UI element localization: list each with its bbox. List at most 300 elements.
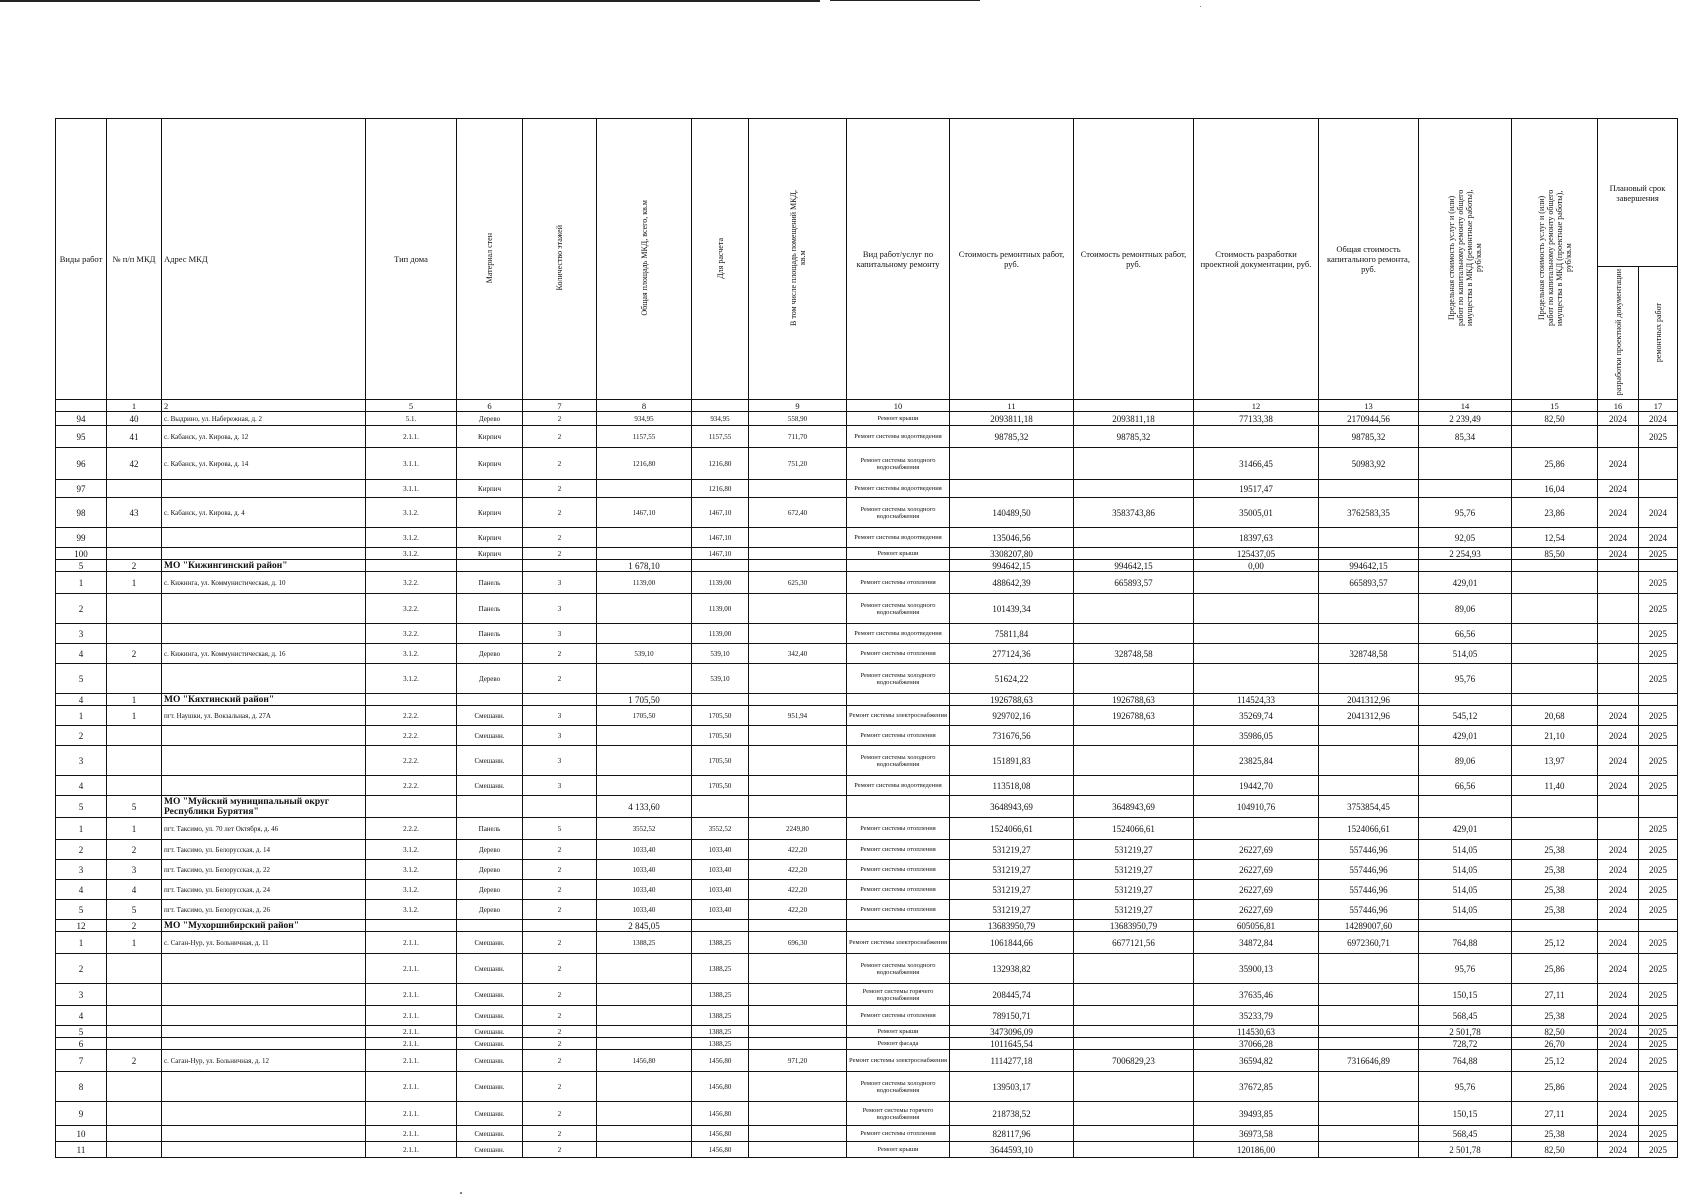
table-row xyxy=(56,776,1678,796)
floors: 2 xyxy=(523,448,597,480)
deadline-repair: 2025 xyxy=(1639,1006,1678,1026)
total-area xyxy=(597,1142,692,1158)
work-type-number: 98 xyxy=(56,498,107,528)
group-row xyxy=(56,796,1678,818)
design-cost: 35269,74 xyxy=(1194,706,1319,726)
repair-program-table xyxy=(55,118,1678,1158)
premises-area xyxy=(749,548,847,560)
work-type-number: 12 xyxy=(56,920,107,932)
work-kind: Ремонт системы холодного водоснабжения xyxy=(847,1072,950,1102)
table-row xyxy=(56,1126,1678,1142)
column-number: 1 xyxy=(107,400,162,412)
premises-area xyxy=(749,954,847,984)
deadline-repair: 2025 xyxy=(1639,1126,1678,1142)
repair-cost: 139503,17 xyxy=(950,1072,1074,1102)
mkd-number: 1 xyxy=(107,694,162,706)
house-type: 2.1.1. xyxy=(366,1050,457,1072)
limit-cost-repair: 514,05 xyxy=(1419,840,1512,860)
calc-area: 1388,25 xyxy=(692,1006,749,1026)
floors: 3 xyxy=(523,572,597,594)
limit-cost-design: 21,10 xyxy=(1512,726,1598,746)
column-number: 17 xyxy=(1639,400,1678,412)
address: пгт. Таксимо, ул. Белорусская, д. 14 xyxy=(162,840,366,860)
total-cost: 50983,92 xyxy=(1319,448,1419,480)
mkd-number xyxy=(107,594,162,624)
design-cost: 0,00 xyxy=(1194,560,1319,572)
premises-area xyxy=(749,796,847,818)
total-area: 1033,40 xyxy=(597,880,692,900)
work-type-number: 6 xyxy=(56,1038,107,1050)
limit-cost-design xyxy=(1512,664,1598,694)
work-kind: Ремонт системы холодного водоснабжения xyxy=(847,594,950,624)
wall-material: Смешанн. xyxy=(457,1038,523,1050)
repair-cost: 828117,96 xyxy=(950,1126,1074,1142)
total-cost xyxy=(1319,1026,1419,1038)
calc-area: 1456,80 xyxy=(692,1072,749,1102)
limit-cost-repair xyxy=(1419,448,1512,480)
work-kind: Ремонт системы холодного водоснабжения xyxy=(847,498,950,528)
limit-cost-repair: 514,05 xyxy=(1419,644,1512,664)
scan-speck xyxy=(1200,6,1201,7)
header-wall-material: Материал стен xyxy=(457,119,523,400)
limit-cost-design xyxy=(1512,572,1598,594)
address: с. Саган-Нур, ул. Больничная, д. 11 xyxy=(162,932,366,954)
column-number: 11 xyxy=(950,400,1074,412)
calc-area: 1139,00 xyxy=(692,624,749,644)
address xyxy=(162,1126,366,1142)
house-type xyxy=(366,694,457,706)
repair-cost: 531219,27 xyxy=(950,840,1074,860)
design-cost: 19517,47 xyxy=(1194,480,1319,498)
work-kind: Ремонт крыши xyxy=(847,1026,950,1038)
wall-material: Смешанн. xyxy=(457,746,523,776)
calc-area: 1216,80 xyxy=(692,448,749,480)
deadline-design: 2024 xyxy=(1598,1026,1639,1038)
calc-area xyxy=(692,920,749,932)
repair-cost-total: 665893,57 xyxy=(1074,572,1194,594)
work-kind xyxy=(847,796,950,818)
total-area xyxy=(597,1102,692,1126)
deadline-design: 2024 xyxy=(1598,746,1639,776)
address: пгт. Наушки, ул. Вокзальная, д. 27А xyxy=(162,706,366,726)
work-type-number: 2 xyxy=(56,840,107,860)
deadline-design: 2024 xyxy=(1598,448,1639,480)
limit-cost-repair xyxy=(1419,560,1512,572)
table-row xyxy=(56,624,1678,644)
floors: 2 xyxy=(523,900,597,920)
repair-cost xyxy=(950,480,1074,498)
calc-area: 1139,00 xyxy=(692,594,749,624)
limit-cost-repair: 514,05 xyxy=(1419,900,1512,920)
repair-cost: 140489,50 xyxy=(950,498,1074,528)
scan-edge-line xyxy=(0,0,820,2)
design-cost xyxy=(1194,624,1319,644)
column-number: 8 xyxy=(597,400,692,412)
mkd-number: 2 xyxy=(107,644,162,664)
limit-cost-repair: 514,05 xyxy=(1419,880,1512,900)
repair-cost: 3308207,80 xyxy=(950,548,1074,560)
column-number xyxy=(56,400,107,412)
deadline-design: 2024 xyxy=(1598,1038,1639,1050)
work-kind: Ремонт системы электроснабжения xyxy=(847,932,950,954)
column-number: 14 xyxy=(1419,400,1512,412)
repair-cost: 789150,71 xyxy=(950,1006,1074,1026)
deadline-design: 2024 xyxy=(1598,900,1639,920)
floors: 2 xyxy=(523,426,597,448)
mkd-number xyxy=(107,954,162,984)
work-type-number: 3 xyxy=(56,746,107,776)
repair-cost: 1524066,61 xyxy=(950,818,1074,840)
work-type-number: 1 xyxy=(56,572,107,594)
calc-area: 1456,80 xyxy=(692,1142,749,1158)
limit-cost-repair: 568,45 xyxy=(1419,1126,1512,1142)
header-total-area: Общая площадь МКД, всего, кв.м xyxy=(597,119,692,400)
wall-material: Смешанн. xyxy=(457,954,523,984)
table-row xyxy=(56,860,1678,880)
repair-cost-total xyxy=(1074,1038,1194,1050)
design-cost: 26227,69 xyxy=(1194,840,1319,860)
limit-cost-repair: 429,01 xyxy=(1419,572,1512,594)
total-area xyxy=(597,1026,692,1038)
repair-cost: 531219,27 xyxy=(950,880,1074,900)
house-type: 2.1.1. xyxy=(366,1038,457,1050)
header-deadline-design: разработки проектной документации xyxy=(1598,267,1639,400)
design-cost: 31466,45 xyxy=(1194,448,1319,480)
mkd-number xyxy=(107,984,162,1006)
work-kind: Ремонт системы электроснабжения xyxy=(847,1050,950,1072)
deadline-repair: 2025 xyxy=(1639,984,1678,1006)
repair-cost: 13683950,79 xyxy=(950,920,1074,932)
premises-area xyxy=(749,1038,847,1050)
house-type: 2.2.2. xyxy=(366,726,457,746)
column-number: 16 xyxy=(1598,400,1639,412)
house-type: 2.2.2. xyxy=(366,706,457,726)
repair-cost-total xyxy=(1074,1026,1194,1038)
repair-cost-total: 531219,27 xyxy=(1074,860,1194,880)
total-area: 1 678,10 xyxy=(597,560,692,572)
floors: 2 xyxy=(523,954,597,984)
work-kind: Ремонт системы отопления xyxy=(847,880,950,900)
design-cost: 114524,33 xyxy=(1194,694,1319,706)
column-number: 12 xyxy=(1194,400,1319,412)
limit-cost-design: 20,68 xyxy=(1512,706,1598,726)
calc-area: 1388,25 xyxy=(692,954,749,984)
wall-material: Смешанн. xyxy=(457,1072,523,1102)
work-kind: Ремонт системы водоотведения xyxy=(847,624,950,644)
table-row xyxy=(56,954,1678,984)
header-planned-deadline: Плановый срок завершения xyxy=(1598,119,1678,267)
house-type: 3.1.2. xyxy=(366,528,457,548)
repair-cost-total xyxy=(1074,1142,1194,1158)
work-type-number: 1 xyxy=(56,706,107,726)
floors: 3 xyxy=(523,624,597,644)
repair-cost-total xyxy=(1074,664,1194,694)
house-type: 2.1.1. xyxy=(366,984,457,1006)
premises-area: 422,20 xyxy=(749,860,847,880)
deadline-repair: 2025 xyxy=(1639,572,1678,594)
design-cost xyxy=(1194,594,1319,624)
work-kind: Ремонт системы отопления xyxy=(847,1126,950,1142)
house-type: 2.1.1. xyxy=(366,932,457,954)
repair-cost-total xyxy=(1074,984,1194,1006)
house-type: 3.1.1. xyxy=(366,480,457,498)
limit-cost-design: 11,40 xyxy=(1512,776,1598,796)
repair-cost-total xyxy=(1074,624,1194,644)
deadline-repair: 2025 xyxy=(1639,594,1678,624)
total-area xyxy=(597,1126,692,1142)
mkd-number xyxy=(107,548,162,560)
work-kind: Ремонт фасада xyxy=(847,1038,950,1050)
limit-cost-design xyxy=(1512,818,1598,840)
deadline-design: 2024 xyxy=(1598,1142,1639,1158)
mkd-number xyxy=(107,1038,162,1050)
calc-area: 1456,80 xyxy=(692,1050,749,1072)
repair-cost-total: 1926788,63 xyxy=(1074,706,1194,726)
limit-cost-design xyxy=(1512,796,1598,818)
table-row xyxy=(56,706,1678,726)
deadline-design: 2024 xyxy=(1598,706,1639,726)
wall-material: Панель xyxy=(457,624,523,644)
house-type xyxy=(366,920,457,932)
deadline-design: 2024 xyxy=(1598,984,1639,1006)
repair-cost-total: 1524066,61 xyxy=(1074,818,1194,840)
premises-area xyxy=(749,594,847,624)
work-type-number: 4 xyxy=(56,694,107,706)
work-kind: Ремонт системы водоотведения xyxy=(847,426,950,448)
premises-area xyxy=(749,984,847,1006)
limit-cost-repair: 66,56 xyxy=(1419,624,1512,644)
address xyxy=(162,624,366,644)
deadline-repair: 2025 xyxy=(1639,644,1678,664)
address xyxy=(162,548,366,560)
limit-cost-repair: 66,56 xyxy=(1419,776,1512,796)
mkd-number: 1 xyxy=(107,572,162,594)
floors: 2 xyxy=(523,498,597,528)
wall-material: Панель xyxy=(457,818,523,840)
repair-cost: 218738,52 xyxy=(950,1102,1074,1126)
work-type-number: 99 xyxy=(56,528,107,548)
premises-area: 422,20 xyxy=(749,900,847,920)
calc-area: 1705,50 xyxy=(692,746,749,776)
limit-cost-repair: 429,01 xyxy=(1419,818,1512,840)
work-type-number: 94 xyxy=(56,412,107,426)
total-area: 1033,40 xyxy=(597,840,692,860)
table-row xyxy=(56,426,1678,448)
deadline-design xyxy=(1598,796,1639,818)
limit-cost-design: 13,97 xyxy=(1512,746,1598,776)
total-area: 1705,50 xyxy=(597,706,692,726)
limit-cost-repair: 429,01 xyxy=(1419,726,1512,746)
repair-cost: 98785,32 xyxy=(950,426,1074,448)
design-cost: 34872,84 xyxy=(1194,932,1319,954)
work-type-number: 3 xyxy=(56,860,107,880)
house-type: 3.1.2. xyxy=(366,900,457,920)
total-area xyxy=(597,776,692,796)
deadline-repair: 2025 xyxy=(1639,548,1678,560)
limit-cost-design: 25,38 xyxy=(1512,1006,1598,1026)
mkd-number xyxy=(107,624,162,644)
address: МО "Кижингинский район" xyxy=(162,560,366,572)
floors: 2 xyxy=(523,1126,597,1142)
total-area xyxy=(597,984,692,1006)
repair-cost: 531219,27 xyxy=(950,860,1074,880)
limit-cost-repair: 2 239,49 xyxy=(1419,412,1512,426)
header-premises-area: В том числе площадь помещений МКД, кв.м xyxy=(749,119,847,400)
repair-cost-total xyxy=(1074,480,1194,498)
address: пгт. Таксимо, ул. 70 лет Октября, д. 46 xyxy=(162,818,366,840)
limit-cost-design: 82,50 xyxy=(1512,412,1598,426)
deadline-repair: 2025 xyxy=(1639,726,1678,746)
limit-cost-repair: 89,06 xyxy=(1419,746,1512,776)
house-type: 2.1.1. xyxy=(366,954,457,984)
house-type: 3.1.2. xyxy=(366,644,457,664)
work-type-number: 3 xyxy=(56,984,107,1006)
design-cost xyxy=(1194,426,1319,448)
address: с. Саган-Нур, ул. Больничная, д. 12 xyxy=(162,1050,366,1072)
deadline-design xyxy=(1598,624,1639,644)
limit-cost-design: 25,86 xyxy=(1512,448,1598,480)
house-type: 3.1.2. xyxy=(366,548,457,560)
repair-cost-total xyxy=(1074,448,1194,480)
design-cost: 35005,01 xyxy=(1194,498,1319,528)
deadline-repair: 2025 xyxy=(1639,1050,1678,1072)
design-cost: 18397,63 xyxy=(1194,528,1319,548)
address: МО "Кяхтинский район" xyxy=(162,694,366,706)
deadline-design xyxy=(1598,664,1639,694)
deadline-design: 2024 xyxy=(1598,548,1639,560)
work-kind xyxy=(847,694,950,706)
limit-cost-repair: 764,88 xyxy=(1419,932,1512,954)
repair-cost-total xyxy=(1074,1006,1194,1026)
repair-cost: 1061844,66 xyxy=(950,932,1074,954)
total-cost: 3753854,45 xyxy=(1319,796,1419,818)
total-area: 539,10 xyxy=(597,644,692,664)
deadline-design: 2024 xyxy=(1598,498,1639,528)
total-cost xyxy=(1319,984,1419,1006)
calc-area: 1139,00 xyxy=(692,572,749,594)
total-cost xyxy=(1319,1126,1419,1142)
work-type-number: 1 xyxy=(56,818,107,840)
repair-cost-total: 6677121,56 xyxy=(1074,932,1194,954)
repair-cost-total xyxy=(1074,528,1194,548)
address: МО "Муйский муниципальный округ Республики Бурятия" xyxy=(162,796,366,818)
wall-material: Панель xyxy=(457,572,523,594)
repair-cost-total: 994642,15 xyxy=(1074,560,1194,572)
premises-area xyxy=(749,1072,847,1102)
table-row xyxy=(56,726,1678,746)
address xyxy=(162,528,366,548)
limit-cost-repair: 545,12 xyxy=(1419,706,1512,726)
column-number: 6 xyxy=(457,400,523,412)
wall-material: Кирпич xyxy=(457,480,523,498)
deadline-design xyxy=(1598,694,1639,706)
total-cost: 7316646,89 xyxy=(1319,1050,1419,1072)
address xyxy=(162,664,366,694)
total-cost: 3762583,35 xyxy=(1319,498,1419,528)
premises-area xyxy=(749,1102,847,1126)
limit-cost-design xyxy=(1512,560,1598,572)
house-type: 2.1.1. xyxy=(366,1126,457,1142)
work-kind: Ремонт крыши xyxy=(847,548,950,560)
limit-cost-design: 23,86 xyxy=(1512,498,1598,528)
total-area: 1139,00 xyxy=(597,572,692,594)
work-kind: Ремонт системы электроснабжения xyxy=(847,706,950,726)
address xyxy=(162,594,366,624)
deadline-design xyxy=(1598,644,1639,664)
limit-cost-repair: 95,76 xyxy=(1419,1072,1512,1102)
repair-cost-total: 3583743,86 xyxy=(1074,498,1194,528)
address xyxy=(162,1038,366,1050)
mkd-number xyxy=(107,1072,162,1102)
wall-material: Смешанн. xyxy=(457,1026,523,1038)
address: с. Кабанск, ул. Кирова, д. 14 xyxy=(162,448,366,480)
deadline-design: 2024 xyxy=(1598,1072,1639,1102)
floors xyxy=(523,560,597,572)
total-cost: 1524066,61 xyxy=(1319,818,1419,840)
total-area xyxy=(597,746,692,776)
floors xyxy=(523,796,597,818)
calc-area: 539,10 xyxy=(692,664,749,694)
floors: 2 xyxy=(523,840,597,860)
total-cost: 557446,96 xyxy=(1319,880,1419,900)
house-type: 2.1.1. xyxy=(366,426,457,448)
mkd-number: 4 xyxy=(107,880,162,900)
design-cost xyxy=(1194,644,1319,664)
address: с. Кабанск, ул. Кирова, д. 4 xyxy=(162,498,366,528)
deadline-repair: 2025 xyxy=(1639,1026,1678,1038)
premises-area: 625,30 xyxy=(749,572,847,594)
premises-area: 342,40 xyxy=(749,644,847,664)
calc-area: 1388,25 xyxy=(692,1026,749,1038)
design-cost xyxy=(1194,664,1319,694)
total-cost xyxy=(1319,1072,1419,1102)
wall-material: Смешанн. xyxy=(457,726,523,746)
house-type: 3.1.1. xyxy=(366,448,457,480)
table-row xyxy=(56,548,1678,560)
deadline-design: 2024 xyxy=(1598,1126,1639,1142)
floors: 2 xyxy=(523,1102,597,1126)
limit-cost-repair: 89,06 xyxy=(1419,594,1512,624)
deadline-repair: 2025 xyxy=(1639,900,1678,920)
table-row xyxy=(56,840,1678,860)
work-kind: Ремонт системы отопления xyxy=(847,860,950,880)
deadline-design: 2024 xyxy=(1598,880,1639,900)
wall-material: Смешанн. xyxy=(457,1142,523,1158)
work-type-number: 7 xyxy=(56,1050,107,1072)
total-area xyxy=(597,1006,692,1026)
floors: 3 xyxy=(523,726,597,746)
deadline-repair xyxy=(1639,480,1678,498)
repair-cost-total xyxy=(1074,776,1194,796)
mkd-number: 42 xyxy=(107,448,162,480)
work-kind: Ремонт системы отопления xyxy=(847,818,950,840)
calc-area xyxy=(692,694,749,706)
limit-cost-design xyxy=(1512,644,1598,664)
deadline-repair: 2025 xyxy=(1639,1072,1678,1102)
floors: 2 xyxy=(523,548,597,560)
deadline-design: 2024 xyxy=(1598,412,1639,426)
house-type: 3.2.2. xyxy=(366,624,457,644)
repair-cost: 994642,15 xyxy=(950,560,1074,572)
floors: 5 xyxy=(523,818,597,840)
design-cost: 26227,69 xyxy=(1194,900,1319,920)
total-area: 1388,25 xyxy=(597,932,692,954)
deadline-repair: 2025 xyxy=(1639,932,1678,954)
total-area xyxy=(597,480,692,498)
table-row xyxy=(56,880,1678,900)
repair-cost: 208445,74 xyxy=(950,984,1074,1006)
total-area xyxy=(597,1038,692,1050)
